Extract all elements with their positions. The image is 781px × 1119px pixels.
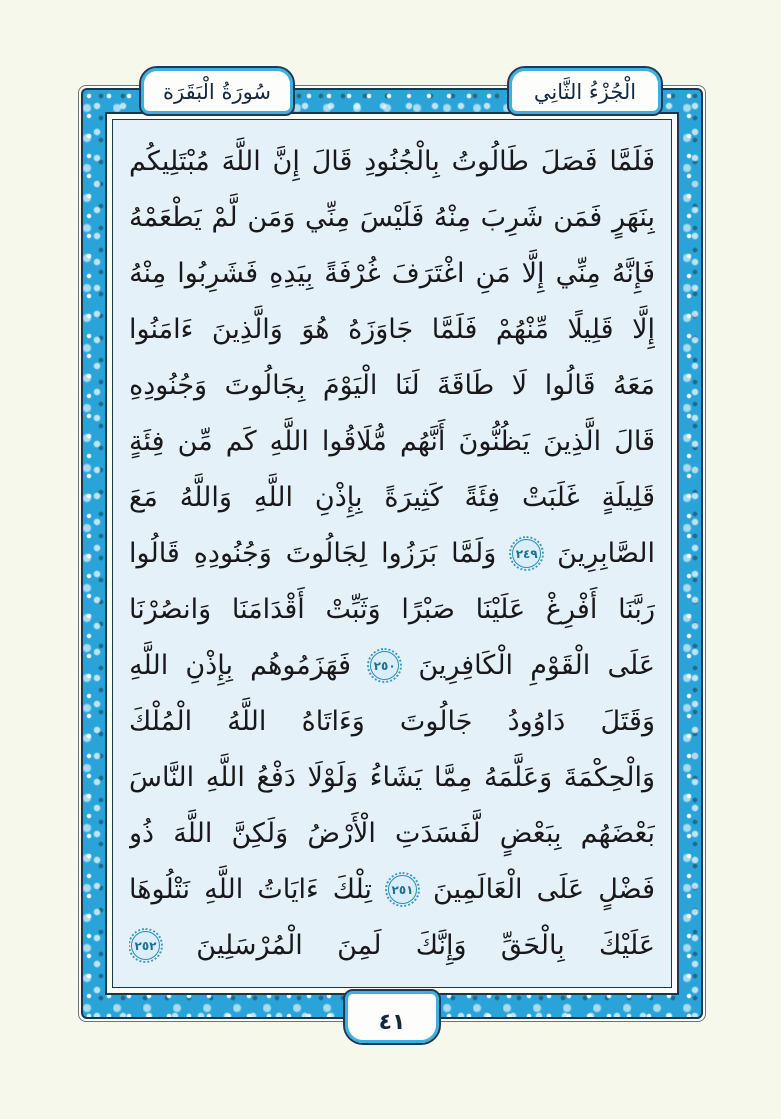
quran-line [129, 470, 655, 525]
quran-word: الْمُلْكَ [129, 706, 193, 737]
quran-word: فَهَزَمُوهُم [250, 650, 351, 681]
quran-word: الْكَافِرِينَ [418, 650, 514, 681]
quran-word: غَلَبَتْ [521, 482, 580, 513]
quran-word: الْمُرْسَلِينَ [196, 930, 303, 961]
quran-line [129, 582, 655, 637]
quran-word: مَنِ [475, 258, 511, 289]
quran-word: يَطْعَمْهُ [129, 202, 202, 233]
quran-line [129, 918, 655, 973]
inner-margin [105, 112, 679, 995]
quran-word: ذُو [129, 818, 155, 849]
quran-word: أَقْدَامَنَا [231, 594, 305, 625]
quran-word: بِنَهَرٍ [611, 202, 655, 233]
quran-line [129, 358, 655, 413]
quran-word: لَنَا [394, 370, 420, 401]
juz-name-label: الْجُزْءُ الثَّانِي [533, 80, 637, 104]
quran-word: وَلَوْلَا [307, 762, 359, 793]
quran-word: عَلَيْنَا [475, 594, 526, 625]
quran-line [129, 134, 655, 189]
quran-word: قَلِيلًا [567, 314, 614, 345]
quran-word: اغْتَرَفَ [391, 258, 465, 289]
quran-word: طَالُوتُ [451, 146, 529, 177]
quran-word: اللَّهِ [204, 874, 244, 905]
quran-word: أَنَّهُم [399, 426, 446, 457]
page-number-label: ٤١ [378, 1009, 406, 1035]
quran-word: فَلَيْسَ [359, 202, 425, 233]
quran-word: ءَامَنُوا [129, 314, 194, 345]
quran-word: لَمِنَ [337, 930, 382, 961]
quran-word: مِنْهُ [433, 202, 471, 233]
quran-word: مِنِّي [555, 258, 601, 289]
quran-word: فَمَن [553, 202, 603, 233]
quran-word: بِالْحَقِّ [500, 930, 565, 961]
quran-word: فَلَمَّا [431, 314, 478, 345]
quran-word: قَالَ [311, 146, 353, 177]
quran-word: قَلِيلَةٍ [601, 482, 655, 513]
quran-line [129, 750, 655, 805]
quran-word: لِجَالُوتَ [285, 538, 368, 569]
quran-word: مِّنْهُمْ [495, 314, 549, 345]
page-number-cartouche [343, 989, 441, 1045]
quran-word: وَاللَّهُ [179, 482, 232, 513]
juz-name-cartouche [507, 66, 663, 116]
quran-word: لَّمْ [211, 202, 238, 233]
quran-word: اللَّهِ [269, 426, 309, 457]
quran-word: فَشَرِبُوا [177, 258, 259, 289]
quran-word: وَانصُرْنَا [129, 594, 212, 625]
quran-word: فَإِنَّهُ [611, 258, 655, 289]
quran-word: وَثَبِّتْ [325, 594, 381, 625]
quran-word: غُرْفَةً [324, 258, 381, 289]
quran-word: وَجُنُودِهِ [129, 370, 208, 401]
surah-name-label: سُورَةُ الْبَقَرَة [162, 80, 272, 104]
quran-word: وَإِنَّكَ [415, 930, 467, 961]
quran-word: بِجَالُوتَ [224, 370, 306, 401]
quran-line [129, 526, 655, 581]
ornamental-border-band [81, 80, 703, 1035]
quran-word: فِئَةٍ [129, 426, 165, 457]
quran-word: الَّذِينَ [543, 426, 602, 457]
quran-word: مِنْهُ [129, 258, 167, 289]
quran-word: اللَّهَ [173, 818, 213, 849]
quran-word: أَفْرِغْ [545, 594, 598, 625]
verse-number-marker: ٢٥٠ [370, 651, 399, 680]
quran-line [129, 414, 655, 469]
quran-word: الْقَوْمِ [530, 650, 591, 681]
quran-word: اللَّهِ [205, 762, 245, 793]
quran-word: لَّفَسَدَتِ [395, 818, 481, 849]
quran-word: وَلَمَّا [451, 538, 497, 569]
quran-line [129, 190, 655, 245]
quran-word: جَالُوتَ [399, 706, 473, 737]
quran-word: الْعَالَمِينَ [433, 874, 523, 905]
surah-name-cartouche [139, 66, 295, 116]
quran-line [129, 302, 655, 357]
quran-line [129, 246, 655, 301]
quran-word: بَرَزُوا [381, 538, 438, 569]
quran-word: الصَّابِرِينَ [557, 538, 655, 569]
quran-word: بِبَعْضٍ [499, 818, 562, 849]
quran-word: بِإِذْنِ [314, 482, 363, 513]
quran-word: اللَّهُ [227, 706, 267, 737]
quran-word: كَم [225, 426, 257, 457]
quran-word: مُّلَاقُوا [321, 426, 387, 457]
quran-word: رَبَّنَا [618, 594, 655, 625]
quran-word: بِيَدِهِ [269, 258, 314, 289]
quran-word: الْيَوْمَ [322, 370, 378, 401]
quran-word: صَبْرًا [401, 594, 455, 625]
quran-word: شَرِبَ [480, 202, 544, 233]
quran-word: النَّاسَ [129, 762, 195, 793]
quran-line [129, 694, 655, 749]
quran-word: مَعَهُ [613, 370, 655, 401]
quran-word: مِمَّا [433, 762, 473, 793]
quran-word: مِّن [177, 426, 213, 457]
quran-word: ءَايَاتُ [257, 874, 319, 905]
quran-line [129, 806, 655, 861]
quran-word: وَجُنُودِهِ [193, 538, 272, 569]
quran-word: فِئَةً [464, 482, 501, 513]
quran-word: يَشَاءُ [369, 762, 423, 793]
quran-word: فَصَلَ [540, 146, 598, 177]
quran-word: بَعْضَهُم [580, 818, 655, 849]
quran-word: جَاوَزَهُ [348, 314, 414, 345]
quran-word: نَتْلُوهَا [129, 874, 191, 905]
quran-word: إِلَّا [521, 258, 545, 289]
quran-word: اللَّهَ [221, 146, 261, 177]
quran-word: إِلَّا [632, 314, 655, 345]
quran-word: قَالَ [614, 426, 655, 457]
quran-word: بِالْجُنُودِ [364, 146, 440, 177]
quran-word: وَالْحِكْمَةَ [563, 762, 655, 793]
quran-word: وَلَكِنَّ [231, 818, 289, 849]
quran-word: وَقَتَلَ [600, 706, 655, 737]
quran-word: مِنِّي [305, 202, 351, 233]
verse-number-marker: ٢٥٢ [131, 931, 160, 960]
quran-word: كَثِيرَةً [384, 482, 443, 513]
quran-word: بِإِذْنِ [185, 650, 233, 681]
quran-word: وَعَلَّمَهُ [483, 762, 553, 793]
quran-text [112, 119, 672, 988]
quran-word: تِلْكَ [332, 874, 372, 905]
quran-word: وَالَّذِينَ [211, 314, 283, 345]
quran-word: مَعَ [129, 482, 158, 513]
quran-word: عَلَيْكَ [599, 930, 655, 961]
verse-number-marker: ٢٥١ [388, 875, 417, 904]
quran-word: هُوَ [301, 314, 330, 345]
quran-word: اللَّهِ [253, 482, 293, 513]
quran-word: قَالُوا [544, 370, 596, 401]
quran-word: اللَّهِ [129, 650, 169, 681]
quran-word: الْأَرْضُ [307, 818, 376, 849]
quran-word: فَلَمَّا [609, 146, 655, 177]
quran-word: مُبْتَلِيكُم [129, 146, 210, 177]
quran-word: عَلَى [607, 650, 655, 681]
quran-word: وَمَن [247, 202, 296, 233]
quran-word: قَالُوا [129, 538, 180, 569]
quran-word: لَا [511, 370, 528, 401]
quran-word: طَاقَةَ [437, 370, 495, 401]
quran-word: عَلَى [536, 874, 585, 905]
quran-word: دَفْعُ [256, 762, 296, 793]
quran-line [129, 638, 655, 693]
quran-word: إِنَّ [272, 146, 300, 177]
quran-line [129, 862, 655, 917]
quran-word: يَظُنُّونَ [458, 426, 531, 457]
verse-number-marker: ٢٤٩ [512, 539, 541, 568]
ornamental-frame [78, 80, 706, 1035]
quran-word: دَاوُودُ [507, 706, 566, 737]
quran-word: وَءَاتَاهُ [301, 706, 365, 737]
quran-word: فَضْلٍ [598, 874, 655, 905]
